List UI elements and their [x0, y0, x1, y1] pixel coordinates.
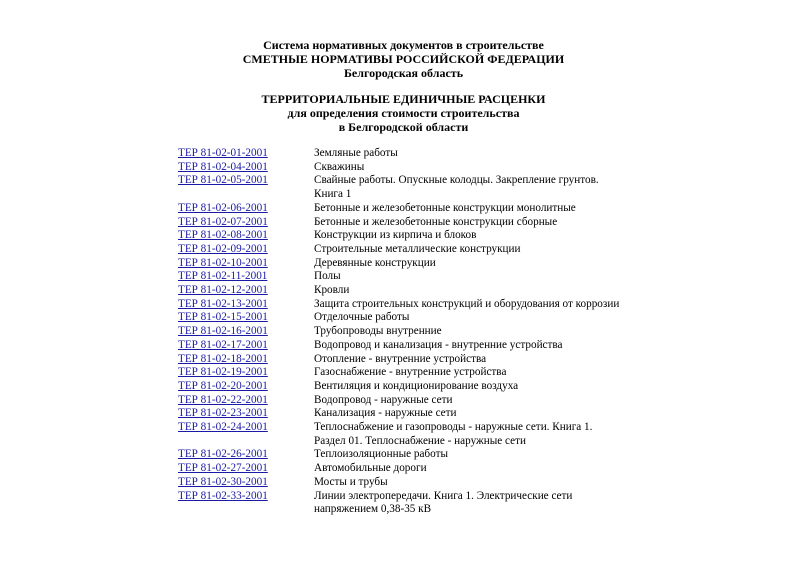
document-title-text: Земляные работы: [314, 147, 398, 159]
document-title-text: Водопровод и канализация - внутренние устройства: [314, 338, 563, 351]
document-code-link[interactable]: ТЕР 81-02-01-2001: [178, 147, 268, 159]
document-title-text: Строительные металлические конструкции: [314, 242, 521, 255]
document-code-link[interactable]: ТЕР 81-02-15-2001: [178, 311, 268, 324]
list-item: [178, 270, 638, 284]
document-subtitle: для определения стоимости строительства: [287, 106, 520, 120]
list-item: [178, 284, 638, 298]
document-title-block: [0, 92, 807, 134]
document-code-link[interactable]: ТЕР 81-02-22-2001: [178, 393, 268, 406]
document-code-link[interactable]: ТЕР 81-02-20-2001: [178, 379, 268, 392]
document-list: [178, 147, 638, 517]
document-title-text: Деревянные конструкции: [314, 256, 436, 269]
document-title-text: Бетонные и железобетонные конструкции монолитные: [314, 201, 576, 214]
document-title-text: Автомобильные дороги: [314, 462, 427, 475]
list-item: [178, 311, 638, 325]
list-item: [178, 462, 638, 476]
list-item: [178, 476, 638, 490]
system-header: [0, 38, 807, 80]
document-title-text: Трубопроводы внутренние: [314, 325, 442, 338]
list-item: [178, 202, 638, 216]
document-title-text: Конструкции из кирпича и блоков: [314, 229, 477, 242]
document-title-text: Канализация - наружные сети: [314, 407, 457, 420]
document-code-link[interactable]: ТЕР 81-02-33-2001: [178, 489, 268, 502]
document-title-text: Линии электропередачи. Книга 1. Электрические сети напряжением 0,38-35 кВ: [314, 489, 573, 516]
list-item: [178, 394, 638, 408]
document-title-text: Отопление - внутренние устройства: [314, 352, 487, 365]
document-subtitle-region: в Белгородской области: [338, 120, 469, 134]
document-code-link[interactable]: ТЕР 81-02-30-2001: [178, 475, 268, 488]
document-title-text: Газоснабжение - внутренние устройства: [314, 366, 507, 379]
document-code-link[interactable]: ТЕР 81-02-09-2001: [178, 242, 268, 255]
document-code-link[interactable]: ТЕР 81-02-18-2001: [178, 352, 268, 365]
list-item: [178, 216, 638, 230]
document-code-link[interactable]: ТЕР 81-02-24-2001: [178, 421, 268, 434]
document-title-text: Свайные работы. Опускные колодцы. Закрепление грунтов. Книга 1: [314, 174, 599, 201]
document-title-text: Теплоизоляционные работы: [314, 448, 448, 461]
list-item: [178, 243, 638, 257]
document-title-text: Скважины: [314, 160, 365, 173]
list-item: [178, 407, 638, 421]
document-code-link[interactable]: ТЕР 81-02-07-2001: [178, 215, 268, 228]
document-code-link[interactable]: ТЕР 81-02-27-2001: [178, 462, 268, 475]
document-code-link[interactable]: ТЕР 81-02-10-2001: [178, 256, 268, 269]
list-item: [178, 448, 638, 462]
document-code-link[interactable]: ТЕР 81-02-26-2001: [178, 448, 268, 461]
document-title-text: Кровли: [314, 284, 350, 297]
document-title-text: Мосты и трубы: [314, 475, 388, 488]
list-item: [178, 380, 638, 394]
document-title-text: Вентиляция и кондиционирование воздуха: [314, 379, 519, 392]
list-item: [178, 147, 638, 161]
document-title-text: Отделочные работы: [314, 311, 410, 324]
document-code-link[interactable]: ТЕР 81-02-05-2001: [178, 174, 268, 187]
list-item: [178, 229, 638, 243]
document-code-link[interactable]: ТЕР 81-02-13-2001: [178, 297, 268, 310]
document-code-link[interactable]: ТЕР 81-02-23-2001: [178, 407, 268, 420]
document-title-text: Теплоснабжение и газопроводы - наружные сети. Книга 1. Раздел 01. Теплоснабжение - наружные сети: [314, 421, 593, 447]
region-title: Белгородская область: [343, 66, 464, 80]
list-item: [178, 421, 638, 448]
document-title-text: Бетонные и железобетонные конструкции сборные: [314, 215, 558, 228]
list-item: [178, 174, 638, 201]
document-title-text: Водопровод - наружные сети: [314, 393, 453, 406]
document-code-link[interactable]: ТЕР 81-02-16-2001: [178, 325, 268, 338]
system-title: Система нормативных документов в строительстве: [263, 38, 544, 52]
document-code-link[interactable]: ТЕР 81-02-11-2001: [178, 270, 268, 283]
list-item: [178, 366, 638, 380]
list-item: [178, 490, 638, 517]
document-code-link[interactable]: ТЕР 81-02-17-2001: [178, 338, 268, 351]
document-title-text: Защита строительных конструкций и оборудования от коррозии: [314, 297, 620, 310]
document-code-link[interactable]: ТЕР 81-02-08-2001: [178, 229, 268, 242]
list-item: [178, 353, 638, 367]
norms-title: СМЕТНЫЕ НОРМАТИВЫ РОССИЙСКОЙ ФЕДЕРАЦИИ: [242, 52, 565, 66]
document-title-text: Полы: [314, 270, 341, 283]
document-code-link[interactable]: ТЕР 81-02-12-2001: [178, 284, 268, 297]
list-item: [178, 161, 638, 175]
list-item: [178, 298, 638, 312]
list-item: [178, 339, 638, 353]
list-item: [178, 325, 638, 339]
document-code-link[interactable]: ТЕР 81-02-04-2001: [178, 160, 268, 173]
document-code-link[interactable]: ТЕР 81-02-06-2001: [178, 201, 268, 214]
list-item: [178, 257, 638, 271]
document-title: ТЕРРИТОРИАЛЬНЫЕ ЕДИНИЧНЫЕ РАСЦЕНКИ: [261, 92, 546, 106]
document-code-link[interactable]: ТЕР 81-02-19-2001: [178, 366, 268, 379]
